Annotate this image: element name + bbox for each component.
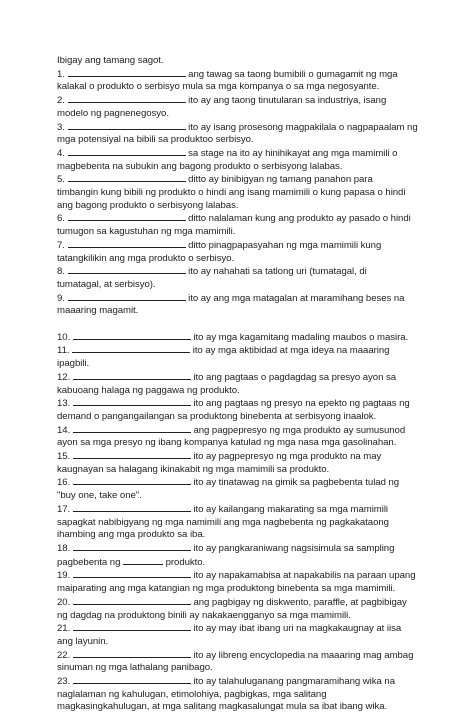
question-11: 11. ito ay mga aktibidad at mga ideya na maaaring	[57, 345, 390, 357]
answer-blank-3[interactable]	[68, 121, 186, 130]
answer-blank-7[interactable]	[68, 239, 186, 248]
answer-blank-18b[interactable]	[123, 556, 163, 565]
question-7: 7. ditto pinagpapasyahan ng mga mamimili kung	[57, 239, 382, 251]
question-23-continued: naglalaman ng kahulugan, etimolohiya, pagbigkas, mga salitang	[57, 688, 327, 700]
question-5-continued: timbangin kung bibili ng produkto o hindi ang isang mamimili o kung papasa o hindi	[57, 187, 406, 199]
answer-blank-10[interactable]	[73, 331, 191, 340]
spacer	[57, 318, 444, 331]
answer-blank-13[interactable]	[73, 397, 191, 406]
question-13-continued: demand o pangangailangan sa produktong binebenta at serbisyong inaalok.	[57, 410, 377, 422]
question-18-continued: pagbebenta ng produkto.	[57, 556, 206, 568]
question-10: 10. ito ay mga kagamitang madaling maubos o masira.	[57, 331, 409, 343]
question-11-continued: ipagbili.	[57, 358, 90, 370]
question-21: 21. ito ay may ibat ibang uri na magkakaugnay at iisa	[57, 623, 402, 635]
question-6: 6. ditto nalalaman kung ang produkto ay pasado o hindi	[57, 213, 411, 225]
question-23-continued-2: magkasingkahulugan, at mga salitang magkasalungat mula sa ibat ibang wika.	[57, 701, 388, 713]
answer-blank-14[interactable]	[73, 424, 191, 433]
question-15-continued: kaugnayan sa halagang ikinakabit ng mga mamimili sa produkto.	[57, 463, 330, 475]
question-22: 22. ito ay libreng encyclopedia na maaaring mag ambag	[57, 649, 414, 661]
question-1-continued: kalakal o produkto o serbisyo mula sa mga kompanya o sa mga negosyante.	[57, 81, 380, 93]
question-9: 9. ito ay ang mga matagalan at maramihang beses na	[57, 292, 405, 304]
question-23: 23. ito ay talahuluganang pangmaramihang wika na	[57, 676, 395, 688]
question-1: 1. ang tawag sa taong bumibili o gumagamit ng mga	[57, 68, 398, 80]
question-15: 15. ito ay pagpepresyo ng mga produkto na may	[57, 451, 382, 463]
question-20: 20. ang pagbigay ng diskwento, paraffle, at pagbibigay	[57, 596, 407, 608]
question-5: 5. ditto ay binibigyan ng tamang panahon para	[57, 174, 373, 186]
answer-blank-6[interactable]	[68, 212, 186, 221]
question-13: 13. ito ang pagtaas ng presyo na epekto ng pagtaas ng	[57, 398, 410, 410]
answer-blank-18[interactable]	[73, 542, 191, 551]
answer-blank-19[interactable]	[73, 569, 191, 578]
answer-blank-21[interactable]	[73, 622, 191, 631]
question-16: 16. ito ay tinatawag na gimik sa pagbebenta tulad ng	[57, 477, 400, 489]
answer-blank-2[interactable]	[68, 94, 186, 103]
question-21-continued: ang layunin.	[57, 635, 109, 647]
question-6-continued: tumugon sa kagustuhan ng mga mamimili.	[57, 226, 236, 238]
question-14: 14. ang pagpepresyo ng mga produkto ay sumusunod	[57, 424, 406, 436]
answer-blank-22[interactable]	[73, 649, 191, 658]
question-22-continued: sinuman ng mga lathalang panibago.	[57, 662, 213, 674]
answer-blank-16[interactable]	[73, 476, 191, 485]
question-14-continued: ayon sa mga presyo ng ibang kompanya katulad ng mga nasa mga gasolinahan.	[57, 437, 397, 449]
question-17-continued-2: ihambing ang mga produkto sa iba.	[57, 529, 206, 541]
question-8: 8. ito ay nahahati sa tatlong uri (tumatagal, di	[57, 266, 367, 278]
answer-blank-8[interactable]	[68, 265, 186, 274]
question-list	[57, 68, 444, 714]
question-12: 12. ito ang pagtaas o pagdagdag sa presyo ayon sa	[57, 371, 397, 383]
question-9-continued: maaaring magamit.	[57, 305, 139, 317]
instruction: Ibigay ang tamang sagot.	[57, 55, 164, 66]
question-4: 4. sa stage na ito ay hinihikayat ang mga mamimili o	[57, 147, 398, 159]
question-8-continued: tumatagal, at serbisyo).	[57, 278, 156, 290]
question-3: 3. ito ay isang prosesong magpakilala o nagpapaalam ng	[57, 121, 418, 133]
question-18: 18. ito ay pangkaraniwang nagsisimula sa sampling	[57, 543, 395, 554]
answer-blank-15[interactable]	[73, 450, 191, 459]
question-5-continued-2: ang bagong produkto o serbisyong lalabas.	[57, 199, 239, 211]
answer-blank-4[interactable]	[68, 147, 186, 156]
answer-blank-17[interactable]	[73, 503, 191, 512]
question-19-continued: maiparating ang mga katangian ng mga produktong binebenta sa mga mamimili.	[57, 583, 396, 595]
answer-blank-5[interactable]	[68, 173, 186, 182]
question-7-continued: tatangkilikin ang mga produkto o serbisyo.	[57, 252, 235, 264]
answer-blank-9[interactable]	[68, 292, 186, 301]
answer-blank-1[interactable]	[68, 68, 186, 77]
question-4-continued: magbebenta na subukin ang bagong produkto o serbisyong lalabas.	[57, 160, 343, 172]
question-20-continued: ng dagdag na produktong binili ay nakakaengganyo sa mga mamimili.	[57, 609, 351, 621]
question-19: 19. ito ay napakamabisa at napakabilis na paraan upang	[57, 570, 416, 582]
question-2: 2. ito ay ang taong tinutularan sa industriya, isang	[57, 95, 387, 107]
answer-blank-20[interactable]	[73, 596, 191, 605]
question-3-continued: mga potensiyal na bibili sa produktoo serbisyo.	[57, 134, 254, 146]
question-17: 17. ito ay kailangang makarating sa mga mamimili	[57, 503, 388, 515]
question-12-continued: kabuoang halaga ng paggawa ng produkto.	[57, 384, 240, 396]
question-16-continued: "buy one, take one".	[57, 490, 142, 502]
answer-blank-11[interactable]	[72, 344, 190, 353]
answer-blank-12[interactable]	[73, 371, 191, 380]
question-2-continued: modelo ng pagnenegosyo.	[57, 107, 169, 119]
answer-blank-23[interactable]	[73, 675, 191, 684]
question-17-continued: sapagkat nabibigyang ng mga namimili ang mga nagbebenta ng pagkakataong	[57, 516, 389, 528]
